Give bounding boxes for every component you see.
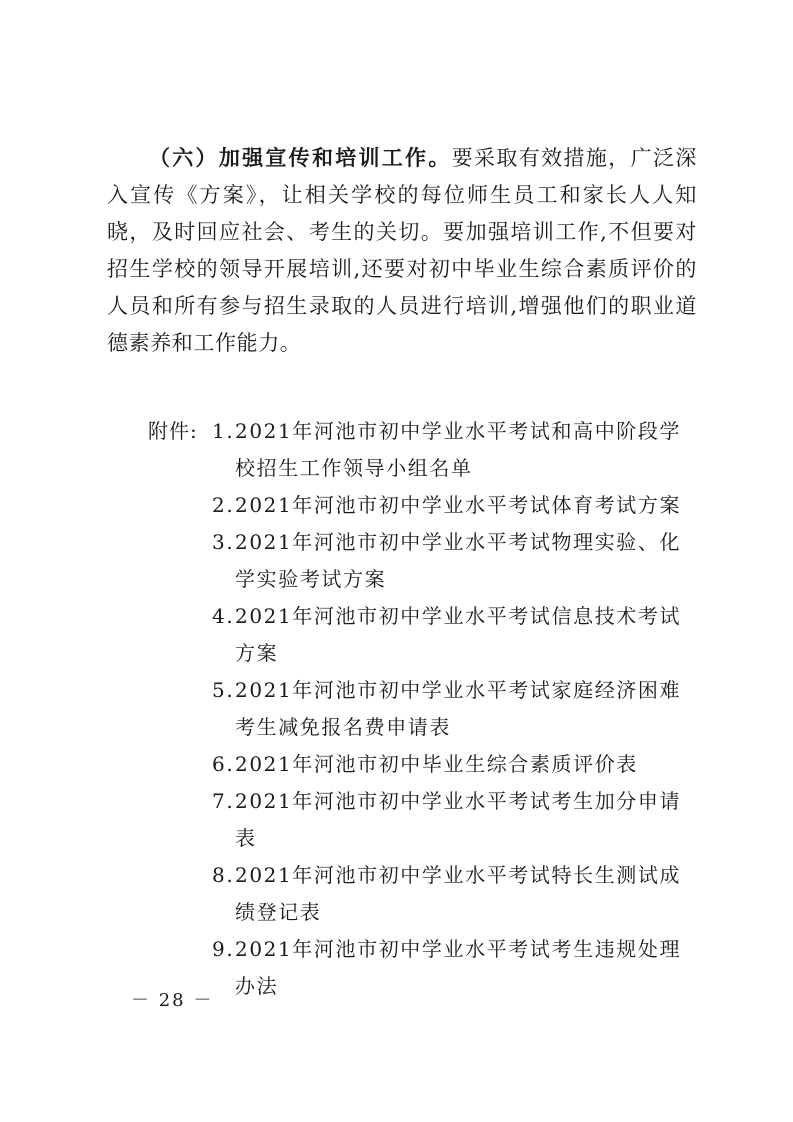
attachment-number: 6. [212,752,235,776]
attachment-item [212,487,702,524]
attachment-title: 2021年河池市初中学业水平考试考生违规处理办法 [235,937,682,998]
section-heading: （六）加强宣传和培训工作。 [149,146,452,170]
attachments-label: 附件: [148,419,198,443]
attachment-item [212,857,702,931]
attachment-number: 9. [212,937,235,961]
attachment-number: 3. [212,530,235,554]
attachment-title: 2021年河池市初中毕业生综合素质评价表 [235,752,638,776]
attachment-item [212,524,702,598]
attachment-title: 2021年河池市初中学业水平考试物理实验、化学实验考试方案 [235,530,682,591]
attachment-title: 2021年河池市初中学业水平考试信息技术考试方案 [235,604,682,665]
attachment-number: 7. [212,789,235,813]
attachment-number: 8. [212,863,235,887]
attachment-item [212,746,702,783]
page-number: － 28 － [131,990,214,1011]
section-paragraph [107,140,697,362]
attachment-item [212,783,702,857]
attachment-number: 1. [212,419,235,443]
attachment-item [212,598,702,672]
attachment-number: 2. [212,493,235,517]
attachment-title: 2021年河池市初中学业水平考试体育考试方案 [235,493,682,517]
attachment-title: 2021年河池市初中学业水平考试和高中阶段学校招生工作领导小组名单 [235,419,682,480]
attachment-item [212,931,702,1005]
attachment-title: 2021年河池市初中学业水平考试家庭经济困难考生减免报名费申请表 [235,678,682,739]
attachment-title: 2021年河池市初中学业水平考试特长生测试成绩登记表 [235,863,682,924]
section-body: 要采取有效措施，广泛深入宣传《方案》，让相关学校的每位师生员工和家长人人知晓，及时回应社会、考生的关切。要加强培训工作,不但要对招生学校的领导开展培训,还要对初中毕业生综合素质评价的人员和所有参与招生录取的人员进行培训,增强他们的职业道德素养和工作能力。 [107,146,698,355]
attachment-number: 4. [212,604,235,628]
attachments-list [212,413,702,1005]
attachment-item [212,413,702,487]
attachment-item [212,672,702,746]
attachment-number: 5. [212,678,235,702]
attachment-title: 2021年河池市初中学业水平考试考生加分申请表 [235,789,682,850]
